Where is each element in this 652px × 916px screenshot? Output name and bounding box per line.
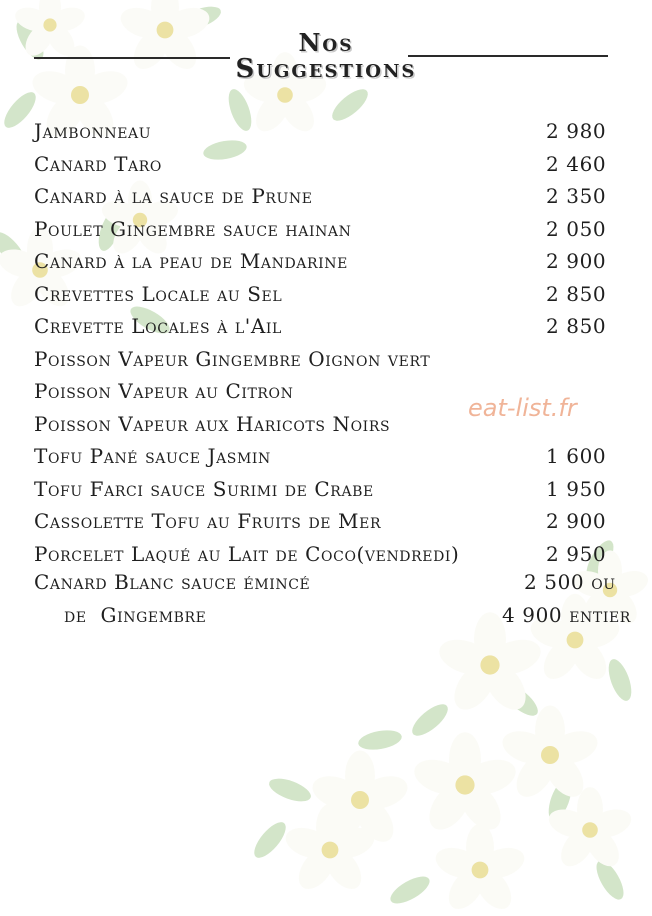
watermark: eat-list.fr [468, 394, 577, 422]
item-name: Poisson Vapeur Gingembre Oignon vert [34, 346, 431, 371]
menu-item [34, 477, 624, 510]
item-price: 2 050 [546, 216, 607, 241]
item-name: Canard à la peau de Mandarine [34, 249, 348, 273]
item-name: Cassolette Tofu au Fruits de Mer [34, 509, 382, 533]
page-title-line2: Suggestions [235, 54, 417, 84]
menu-item [34, 184, 624, 217]
item-name: Crevette Locales à l'Ail [34, 314, 282, 338]
item-price: 2 900 [546, 509, 607, 533]
item-price: 2 900 [546, 249, 607, 273]
item-price: 2 850 [546, 281, 607, 306]
item-price: 2 950 [546, 541, 607, 566]
item-name-continued: de Gingembre [64, 602, 207, 627]
item-name: Poisson Vapeur au Citron [34, 379, 294, 403]
menu-item [34, 119, 624, 152]
item-name: Tofu Pané sauce Jasmin [34, 444, 271, 468]
item-name: Jambonneau [34, 119, 152, 143]
page-title-line1: Nos [298, 28, 354, 57]
menu-item [34, 347, 624, 380]
menu-item [34, 217, 624, 250]
item-price: 2 500 ou [524, 570, 616, 594]
item-name: Poulet Gingembre sauce hainan [34, 216, 352, 241]
item-name: Tofu Farci sauce Surimi de Crabe [34, 476, 374, 501]
item-name: Poisson Vapeur aux Haricots Noirs [34, 411, 391, 436]
item-price: 2 980 [546, 119, 607, 143]
menu-item [34, 444, 624, 477]
item-price: 1 600 [546, 444, 607, 468]
item-price: 2 460 [546, 151, 607, 176]
item-name: Canard Taro [34, 151, 162, 176]
menu-item [34, 314, 624, 347]
item-price: 1 950 [546, 476, 607, 501]
menu-item [34, 282, 624, 315]
menu-item-canard-blanc [34, 570, 652, 635]
menu-item [34, 249, 624, 282]
item-name: Porcelet Laqué au Lait de Coco(vendredi) [34, 541, 460, 566]
menu-list [34, 119, 624, 574]
item-name: Canard Blanc sauce émincé [34, 570, 311, 594]
menu-item [34, 152, 624, 185]
item-price: 2 350 [546, 184, 607, 208]
item-name: Crevettes Locale au Sel [34, 281, 283, 306]
menu-item [34, 509, 624, 542]
item-price: 2 850 [546, 314, 607, 338]
item-name: Canard à la sauce de Prune [34, 184, 313, 208]
item-price-whole: 4 900 entier [502, 602, 631, 627]
